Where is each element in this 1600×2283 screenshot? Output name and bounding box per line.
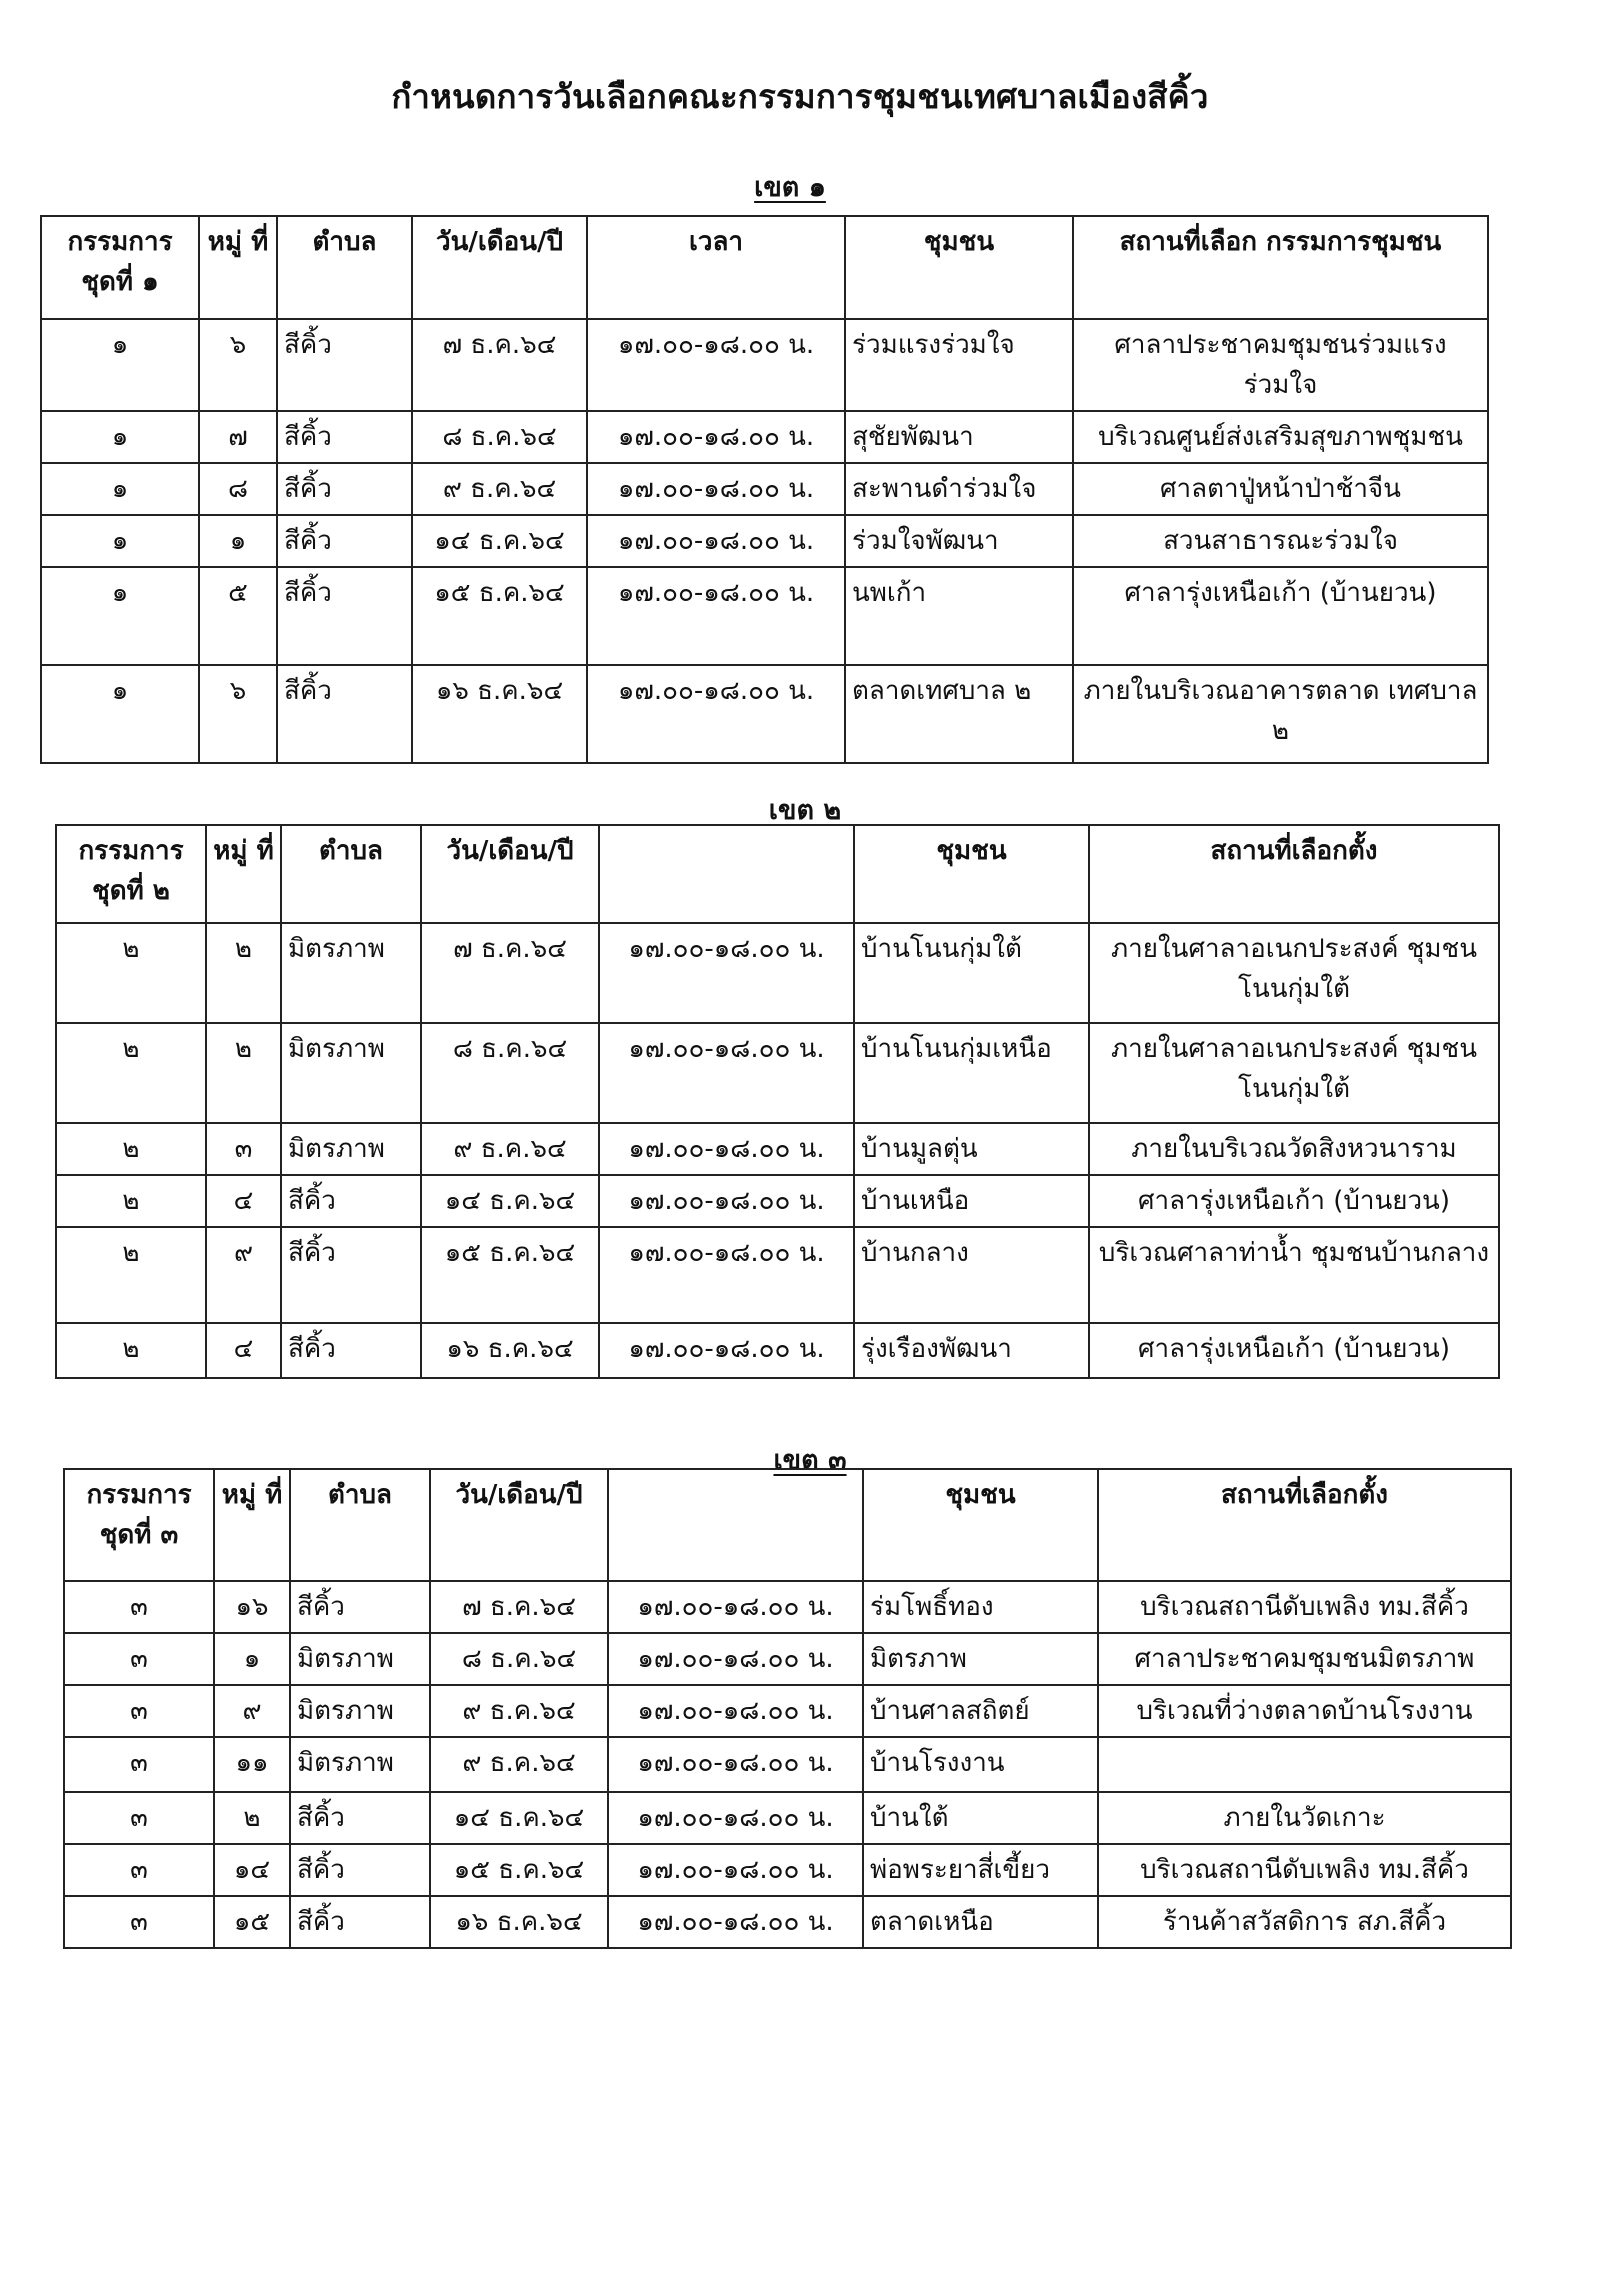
header-date: วัน/เดือน/ปี	[421, 825, 599, 923]
cell-committee-set: ๒	[56, 1175, 206, 1227]
cell-village-no: ๖	[199, 665, 277, 763]
cell-subdistrict: มิตรภาพ	[281, 1023, 421, 1123]
cell-location: ภายในบริเวณอาคารตลาด เทศบาล ๒	[1073, 665, 1488, 763]
cell-location: บริเวณสถานีดับเพลิง ทม.สีคิ้ว	[1098, 1581, 1511, 1633]
cell-committee-set: ๑	[41, 463, 199, 515]
cell-village-no: ๑	[214, 1633, 290, 1685]
table-header-row	[64, 1469, 1511, 1581]
cell-subdistrict: สีคิ้ว	[290, 1581, 430, 1633]
cell-community: ร่วมใจพัฒนา	[845, 515, 1073, 567]
zone-3-heading: เขต ๓	[773, 1445, 847, 1476]
table-row	[56, 1175, 1499, 1227]
header-committee-set: กรรมการ ชุดที่ ๒	[56, 825, 206, 923]
cell-time: ๑๗.๐๐-๑๘.๐๐ น.	[587, 319, 845, 411]
cell-location: บริเวณสถานีดับเพลิง ทม.สีคิ้ว	[1098, 1844, 1511, 1896]
header-date: วัน/เดือน/ปี	[430, 1469, 608, 1581]
cell-location: ภายในศาลาอเนกประสงค์ ชุมชนโนนกุ่มใต้	[1089, 923, 1499, 1023]
cell-subdistrict: สีคิ้ว	[277, 567, 412, 665]
cell-location: ร้านค้าสวัสดิการ สภ.สีคิ้ว	[1098, 1896, 1511, 1948]
cell-village-no: ๔	[206, 1175, 281, 1227]
header-location: สถานที่เลือก กรรมการชุมชน	[1073, 216, 1488, 319]
cell-location: ศาลารุ่งเหนือเก้า (บ้านยวน)	[1073, 567, 1488, 665]
zone-1-table	[40, 215, 1489, 764]
cell-date: ๙ ธ.ค.๖๔	[412, 463, 587, 515]
cell-community: รุ่งเรืองพัฒนา	[854, 1323, 1089, 1378]
cell-date: ๙ ธ.ค.๖๔	[421, 1123, 599, 1175]
header-village-no: หมู่ ที่	[214, 1469, 290, 1581]
cell-date: ๑๕ ธ.ค.๖๔	[412, 567, 587, 665]
cell-village-no: ๙	[214, 1685, 290, 1737]
header-date: วัน/เดือน/ปี	[412, 216, 587, 319]
cell-date: ๑๔ ธ.ค.๖๔	[412, 515, 587, 567]
cell-committee-set: ๑	[41, 567, 199, 665]
cell-location: ภายในบริเวณวัดสิงหวนาราม	[1089, 1123, 1499, 1175]
cell-time: ๑๗.๐๐-๑๘.๐๐ น.	[608, 1792, 863, 1844]
cell-committee-set: ๑	[41, 665, 199, 763]
cell-committee-set: ๓	[64, 1581, 214, 1633]
cell-village-no: ๖	[199, 319, 277, 411]
cell-community: บ้านมูลตุ่น	[854, 1123, 1089, 1175]
cell-location: สวนสาธารณะร่วมใจ	[1073, 515, 1488, 567]
cell-subdistrict: สีคิ้ว	[290, 1792, 430, 1844]
cell-community: มิตรภาพ	[863, 1633, 1098, 1685]
cell-subdistrict: สีคิ้ว	[281, 1227, 421, 1323]
cell-committee-set: ๒	[56, 1323, 206, 1378]
cell-committee-set: ๓	[64, 1685, 214, 1737]
cell-community: บ้านศาลสถิตย์	[863, 1685, 1098, 1737]
cell-subdistrict: มิตรภาพ	[290, 1737, 430, 1792]
header-time	[599, 825, 854, 923]
cell-village-no: ๓	[206, 1123, 281, 1175]
cell-date: ๑๔ ธ.ค.๖๔	[421, 1175, 599, 1227]
cell-community: บ้านโนนกุ่มใต้	[854, 923, 1089, 1023]
table-row	[64, 1896, 1511, 1948]
cell-date: ๙ ธ.ค.๖๔	[430, 1685, 608, 1737]
cell-subdistrict: สีคิ้ว	[290, 1896, 430, 1948]
cell-location: ศาลาประชาคมชุมชนร่วมแรงร่วมใจ	[1073, 319, 1488, 411]
cell-community: บ้านกลาง	[854, 1227, 1089, 1323]
cell-date: ๑๖ ธ.ค.๖๔	[421, 1323, 599, 1378]
cell-location: ศาลตาปู่หน้าป่าช้าจีน	[1073, 463, 1488, 515]
table-row	[41, 319, 1488, 411]
cell-community: สุชัยพัฒนา	[845, 411, 1073, 463]
cell-community: ตลาดเทศบาล ๒	[845, 665, 1073, 763]
cell-committee-set: ๑	[41, 411, 199, 463]
cell-subdistrict: สีคิ้ว	[277, 463, 412, 515]
cell-time: ๑๗.๐๐-๑๘.๐๐ น.	[608, 1896, 863, 1948]
cell-committee-set: ๓	[64, 1792, 214, 1844]
cell-time: ๑๗.๐๐-๑๘.๐๐ น.	[599, 923, 854, 1023]
cell-village-no: ๑๑	[214, 1737, 290, 1792]
cell-subdistrict: มิตรภาพ	[281, 1123, 421, 1175]
cell-time: ๑๗.๐๐-๑๘.๐๐ น.	[587, 411, 845, 463]
cell-time: ๑๗.๐๐-๑๘.๐๐ น.	[599, 1123, 854, 1175]
cell-location: บริเวณศูนย์ส่งเสริมสุขภาพชุมชน	[1073, 411, 1488, 463]
cell-time: ๑๗.๐๐-๑๘.๐๐ น.	[587, 567, 845, 665]
cell-subdistrict: มิตรภาพ	[281, 923, 421, 1023]
cell-community: บ้านเหนือ	[854, 1175, 1089, 1227]
table-row	[41, 665, 1488, 763]
cell-subdistrict: มิตรภาพ	[290, 1685, 430, 1737]
cell-village-no: ๑๖	[214, 1581, 290, 1633]
header-village-no: หมู่ ที่	[199, 216, 277, 319]
cell-time: ๑๗.๐๐-๑๘.๐๐ น.	[599, 1023, 854, 1123]
table-row	[56, 923, 1499, 1023]
table-row	[56, 1227, 1499, 1323]
header-location: สถานที่เลือกตั้ง	[1098, 1469, 1511, 1581]
header-community: ชุมชน	[845, 216, 1073, 319]
cell-time: ๑๗.๐๐-๑๘.๐๐ น.	[608, 1581, 863, 1633]
cell-time: ๑๗.๐๐-๑๘.๐๐ น.	[599, 1175, 854, 1227]
cell-committee-set: ๓	[64, 1737, 214, 1792]
table-row	[56, 1123, 1499, 1175]
cell-time: ๑๗.๐๐-๑๘.๐๐ น.	[608, 1737, 863, 1792]
cell-date: ๑๖ ธ.ค.๖๔	[430, 1896, 608, 1948]
header-location: สถานที่เลือกตั้ง	[1089, 825, 1499, 923]
cell-location: ภายในศาลาอเนกประสงค์ ชุมชนโนนกุ่มใต้	[1089, 1023, 1499, 1123]
table-row	[56, 1323, 1499, 1378]
cell-time: ๑๗.๐๐-๑๘.๐๐ น.	[587, 515, 845, 567]
cell-village-no: ๔	[206, 1323, 281, 1378]
cell-community: บ้านโรงงาน	[863, 1737, 1098, 1792]
cell-subdistrict: สีคิ้ว	[281, 1175, 421, 1227]
header-subdistrict: ตำบล	[290, 1469, 430, 1581]
cell-subdistrict: สีคิ้ว	[277, 319, 412, 411]
cell-location: ภายในวัดเกาะ	[1098, 1792, 1511, 1844]
table-header-row	[41, 216, 1488, 319]
cell-committee-set: ๒	[56, 923, 206, 1023]
table-row	[64, 1844, 1511, 1896]
cell-location: ศาลาประชาคมชุมชนมิตรภาพ	[1098, 1633, 1511, 1685]
cell-community: สะพานดำร่วมใจ	[845, 463, 1073, 515]
cell-committee-set: ๒	[56, 1023, 206, 1123]
cell-date: ๑๔ ธ.ค.๖๔	[430, 1792, 608, 1844]
zone-2-table	[55, 824, 1500, 1379]
header-community: ชุมชน	[854, 825, 1089, 923]
cell-committee-set: ๓	[64, 1896, 214, 1948]
cell-committee-set: ๓	[64, 1633, 214, 1685]
cell-village-no: ๑	[199, 515, 277, 567]
header-time: เวลา	[587, 216, 845, 319]
cell-time: ๑๗.๐๐-๑๘.๐๐ น.	[608, 1633, 863, 1685]
cell-time: ๑๗.๐๐-๑๘.๐๐ น.	[599, 1227, 854, 1323]
cell-date: ๑๕ ธ.ค.๖๔	[421, 1227, 599, 1323]
cell-subdistrict: สีคิ้ว	[290, 1844, 430, 1896]
zone-3-table	[63, 1468, 1512, 1949]
cell-location	[1098, 1737, 1511, 1792]
cell-community: พ่อพระยาสี่เขี้ยว	[863, 1844, 1098, 1896]
cell-village-no: ๙	[206, 1227, 281, 1323]
header-time	[608, 1469, 863, 1581]
cell-subdistrict: สีคิ้ว	[277, 665, 412, 763]
cell-date: ๘ ธ.ค.๖๔	[412, 411, 587, 463]
table-row	[41, 463, 1488, 515]
cell-subdistrict: สีคิ้ว	[281, 1323, 421, 1378]
zone-1-heading: เขต ๑	[754, 172, 826, 203]
cell-committee-set: ๓	[64, 1844, 214, 1896]
header-community: ชุมชน	[863, 1469, 1098, 1581]
cell-date: ๘ ธ.ค.๖๔	[421, 1023, 599, 1123]
table-row	[64, 1737, 1511, 1792]
cell-village-no: ๒	[206, 923, 281, 1023]
cell-village-no: ๕	[199, 567, 277, 665]
cell-community: บ้านโนนกุ่มเหนือ	[854, 1023, 1089, 1123]
cell-subdistrict: มิตรภาพ	[290, 1633, 430, 1685]
table-row	[64, 1792, 1511, 1844]
cell-committee-set: ๑	[41, 319, 199, 411]
table-row	[41, 515, 1488, 567]
cell-time: ๑๗.๐๐-๑๘.๐๐ น.	[587, 463, 845, 515]
table-row	[64, 1581, 1511, 1633]
table-row	[56, 1023, 1499, 1123]
cell-location: ศาลารุ่งเหนือเก้า (บ้านยวน)	[1089, 1323, 1499, 1378]
table-row	[64, 1633, 1511, 1685]
cell-subdistrict: สีคิ้ว	[277, 515, 412, 567]
header-village-no: หมู่ ที่	[206, 825, 281, 923]
cell-location: บริเวณศาลาท่าน้ำ ชุมชนบ้านกลาง	[1089, 1227, 1499, 1323]
cell-village-no: ๗	[199, 411, 277, 463]
page-title: กำหนดการวันเลือกคณะกรรมการชุมชนเทศบาลเมืองสีคิ้ว	[391, 77, 1209, 116]
cell-committee-set: ๒	[56, 1123, 206, 1175]
table-row	[64, 1685, 1511, 1737]
cell-date: ๗ ธ.ค.๖๔	[412, 319, 587, 411]
table-row	[41, 411, 1488, 463]
cell-community: ร่มโพธิ์ทอง	[863, 1581, 1098, 1633]
header-committee-set: กรรมการ ชุดที่ ๓	[64, 1469, 214, 1581]
cell-village-no: ๘	[199, 463, 277, 515]
cell-village-no: ๑๕	[214, 1896, 290, 1948]
cell-time: ๑๗.๐๐-๑๘.๐๐ น.	[587, 665, 845, 763]
header-subdistrict: ตำบล	[281, 825, 421, 923]
cell-community: ตลาดเหนือ	[863, 1896, 1098, 1948]
table-row	[41, 567, 1488, 665]
cell-village-no: ๒	[206, 1023, 281, 1123]
cell-time: ๑๗.๐๐-๑๘.๐๐ น.	[599, 1323, 854, 1378]
table-header-row	[56, 825, 1499, 923]
cell-location: บริเวณที่ว่างตลาดบ้านโรงงาน	[1098, 1685, 1511, 1737]
cell-date: ๘ ธ.ค.๖๔	[430, 1633, 608, 1685]
cell-community: นพเก้า	[845, 567, 1073, 665]
header-committee-set: กรรมการ ชุดที่ ๑	[41, 216, 199, 319]
cell-subdistrict: สีคิ้ว	[277, 411, 412, 463]
cell-village-no: ๒	[214, 1792, 290, 1844]
cell-community: ร่วมแรงร่วมใจ	[845, 319, 1073, 411]
cell-committee-set: ๒	[56, 1227, 206, 1323]
cell-date: ๑๖ ธ.ค.๖๔	[412, 665, 587, 763]
cell-location: ศาลารุ่งเหนือเก้า (บ้านยวน)	[1089, 1175, 1499, 1227]
cell-date: ๙ ธ.ค.๖๔	[430, 1737, 608, 1792]
cell-village-no: ๑๔	[214, 1844, 290, 1896]
cell-community: บ้านใต้	[863, 1792, 1098, 1844]
header-subdistrict: ตำบล	[277, 216, 412, 319]
cell-time: ๑๗.๐๐-๑๘.๐๐ น.	[608, 1844, 863, 1896]
cell-committee-set: ๑	[41, 515, 199, 567]
cell-time: ๑๗.๐๐-๑๘.๐๐ น.	[608, 1685, 863, 1737]
cell-date: ๗ ธ.ค.๖๔	[421, 923, 599, 1023]
zone-2-heading: เขต ๒	[768, 795, 842, 826]
cell-date: ๑๕ ธ.ค.๖๔	[430, 1844, 608, 1896]
cell-date: ๗ ธ.ค.๖๔	[430, 1581, 608, 1633]
